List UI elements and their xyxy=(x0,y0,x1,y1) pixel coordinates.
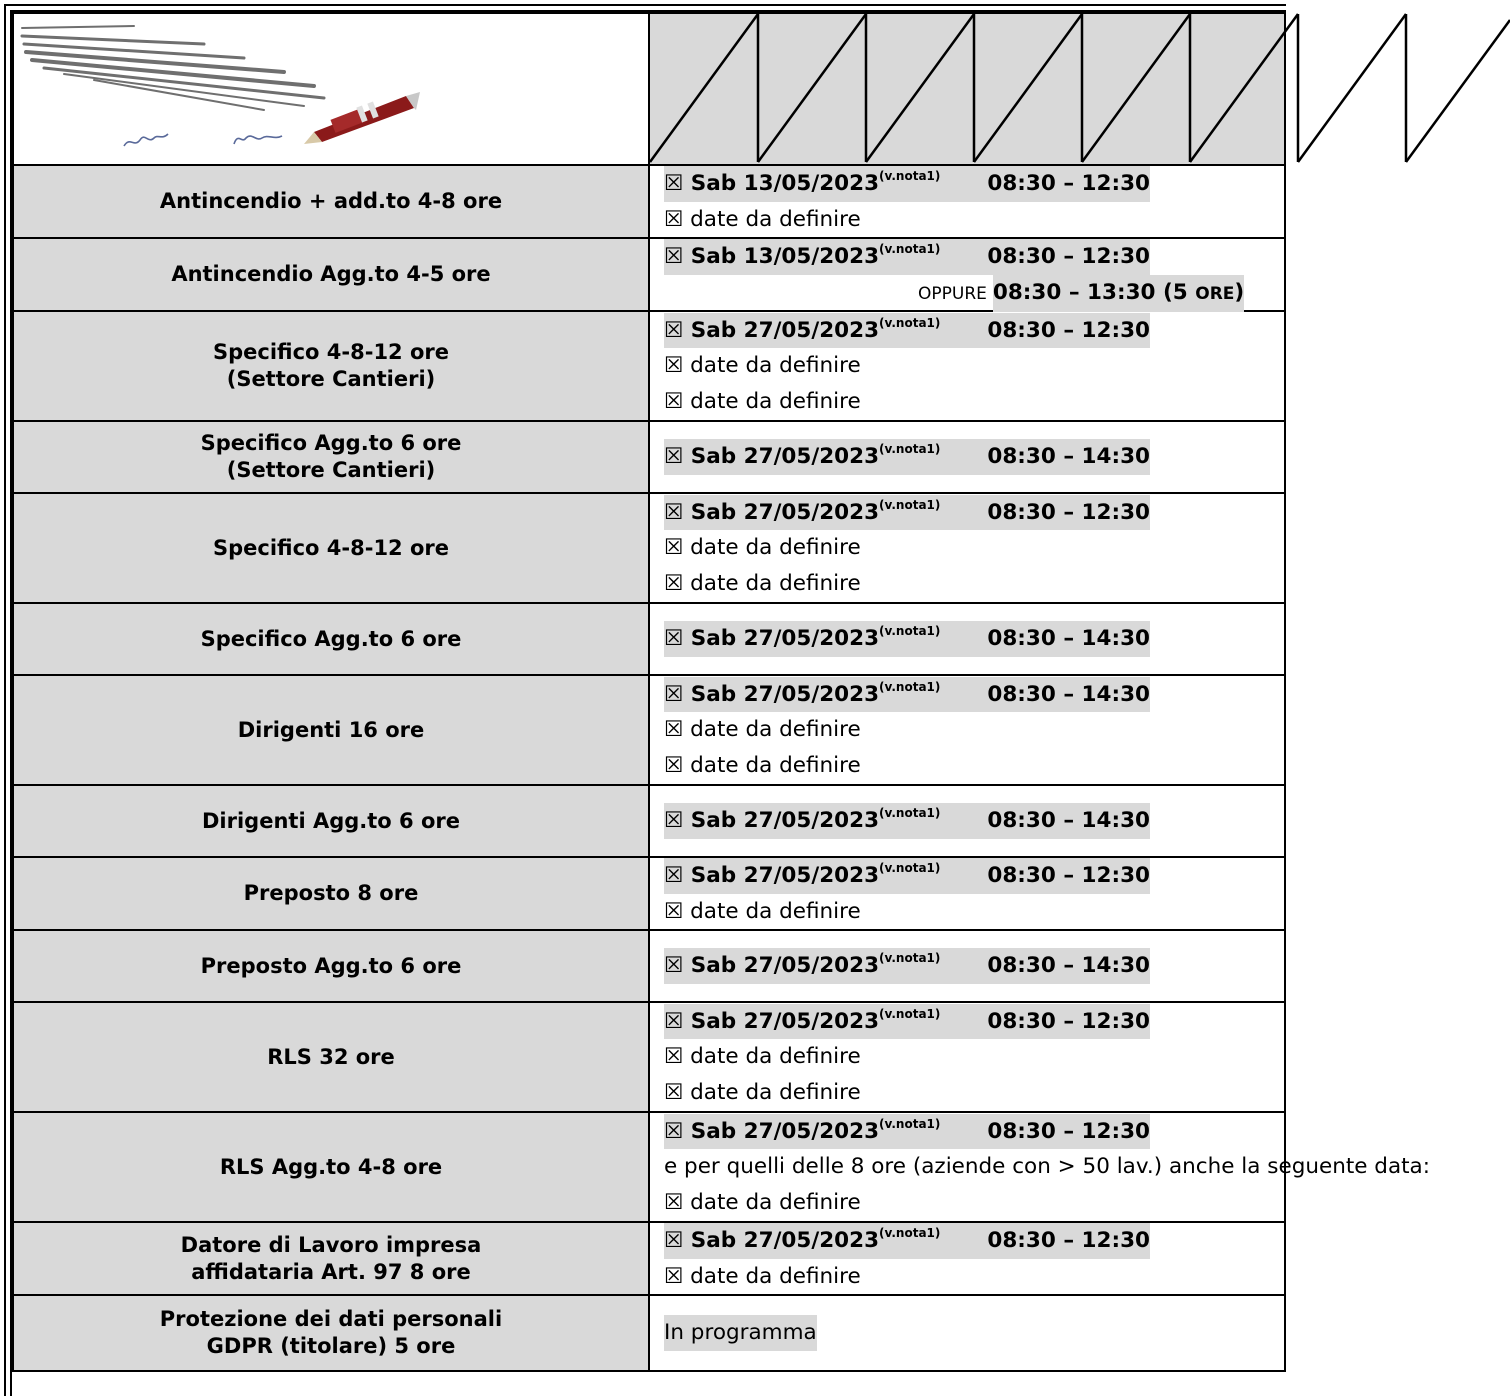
course-row xyxy=(13,311,1285,421)
course-name-cell xyxy=(13,857,649,930)
alternative-unit: ORE xyxy=(1195,283,1235,304)
tbd-text: date da definire xyxy=(690,1263,861,1289)
session-date: Sab 27/05/2023 xyxy=(690,444,880,470)
tbd-text: date da definire xyxy=(690,535,861,561)
session-line xyxy=(664,495,1284,531)
session-time: 08:30 – 12:30 xyxy=(987,1008,1150,1034)
course-dates-cell xyxy=(649,785,1285,857)
session-highlight xyxy=(664,1114,1150,1150)
session-time: 08:30 – 14:30 xyxy=(987,444,1150,470)
session-highlight xyxy=(664,166,1150,202)
course-name-line1: Specifico Agg.to 6 ore xyxy=(200,431,462,455)
course-dates-cell xyxy=(649,493,1285,603)
course-name-cell xyxy=(13,1295,649,1371)
session-time: 08:30 – 12:30 xyxy=(987,863,1150,888)
course-row xyxy=(13,603,1285,675)
tbd-line xyxy=(664,1039,1284,1075)
session-time: 08:30 – 12:30 xyxy=(987,244,1150,269)
session-date: Sab 13/05/2023 xyxy=(690,244,880,269)
course-name-line1: Specifico 4-8-12 ore xyxy=(212,340,449,364)
header-row xyxy=(13,13,1285,165)
checked-box-icon: ☒ xyxy=(664,626,684,652)
info-text: e per quelli delle 8 ore (aziende con > 50 lav.) anche la seguente data: xyxy=(664,1154,1430,1180)
course-name-line2: (Settore Cantieri) xyxy=(226,458,436,482)
course-name-line2: GDPR (titolare) 5 ore xyxy=(206,1334,456,1358)
tbd-text: date da definire xyxy=(690,388,861,414)
session-highlight xyxy=(664,495,1150,531)
session-line xyxy=(664,948,1284,984)
info-line xyxy=(664,1149,1430,1185)
note-reference: (v.nota1) xyxy=(879,860,941,875)
course-dates-cell xyxy=(649,675,1285,785)
course-dates-cell xyxy=(649,165,1285,238)
course-dates-cell xyxy=(649,1112,1430,1222)
note-reference: (v.nota1) xyxy=(879,624,941,639)
course-row xyxy=(13,857,1285,930)
checked-box-icon: ☒ xyxy=(664,863,684,888)
course-name-cell xyxy=(13,493,649,603)
session-highlight xyxy=(664,948,1150,984)
course-name-line1: Protezione dei dati personali xyxy=(159,1307,503,1331)
session-time: 08:30 – 14:30 xyxy=(987,681,1150,707)
session-line xyxy=(664,1223,1284,1259)
alternative-line xyxy=(664,275,1284,311)
tbd-text: date da definire xyxy=(690,898,861,924)
course-name-line2: affidataria Art. 97 8 ore xyxy=(191,1259,471,1284)
checked-box-icon: ☒ xyxy=(664,717,684,743)
note-reference: (v.nota1) xyxy=(879,442,941,457)
course-row xyxy=(13,675,1285,785)
course-name-cell xyxy=(13,785,649,857)
checked-box-icon: ☒ xyxy=(664,171,684,196)
logo-cell xyxy=(13,13,649,165)
note-reference: (v.nota1) xyxy=(879,679,941,694)
course-name: RLS 32 ore xyxy=(267,1044,395,1069)
tbd-line xyxy=(664,1259,1284,1295)
checked-box-icon: ☒ xyxy=(664,570,684,596)
note-reference: (v.nota1) xyxy=(879,806,941,821)
alternative-prefix: OPPURE xyxy=(918,283,987,304)
course-row xyxy=(13,493,1285,603)
course-row xyxy=(13,421,1285,493)
checked-box-icon: ☒ xyxy=(664,1008,684,1034)
session-time: 08:30 – 12:30 xyxy=(987,499,1150,525)
course-dates-cell xyxy=(649,421,1285,493)
alternative-time: 08:30 – 13:30 (5 xyxy=(992,279,1196,305)
tbd-text: date da definire xyxy=(690,570,861,596)
session-date: Sab 27/05/2023 xyxy=(690,317,880,343)
session-line xyxy=(664,166,1284,202)
tbd-text: date da definire xyxy=(690,1044,861,1070)
course-dates-cell xyxy=(649,311,1285,421)
session-time: 08:30 – 12:30 xyxy=(987,1228,1150,1253)
course-row xyxy=(13,1112,1285,1222)
session-highlight xyxy=(664,313,1150,349)
course-name-cell xyxy=(13,311,649,421)
tbd-line xyxy=(664,202,1284,238)
course-row xyxy=(13,1222,1285,1295)
note-reference: (v.nota1) xyxy=(879,1225,941,1240)
checked-box-icon: ☒ xyxy=(664,317,684,343)
course-name: Specifico 4-8-12 ore xyxy=(212,535,449,560)
signature-pen-icon xyxy=(14,14,424,162)
session-line xyxy=(664,858,1284,894)
hatched-header-cell xyxy=(649,13,1285,165)
status-line xyxy=(664,1315,1284,1351)
session-line xyxy=(664,677,1284,713)
session-time: 08:30 – 12:30 xyxy=(987,1118,1150,1144)
tbd-line xyxy=(664,748,1284,784)
course-name: Antincendio Agg.to 4-5 ore xyxy=(171,262,491,286)
course-schedule-table xyxy=(12,12,1430,1372)
note-reference: (v.nota1) xyxy=(879,168,941,183)
session-line xyxy=(664,439,1284,475)
note-reference: (v.nota1) xyxy=(879,1006,941,1021)
session-highlight xyxy=(664,439,1150,475)
session-highlight xyxy=(664,1223,1150,1259)
note-reference: (v.nota1) xyxy=(879,315,941,330)
course-name: Preposto Agg.to 6 ore xyxy=(200,953,462,978)
session-date: Sab 27/05/2023 xyxy=(690,1008,880,1034)
note-reference: (v.nota1) xyxy=(879,1116,941,1131)
course-row xyxy=(13,1295,1285,1371)
session-time: 08:30 – 14:30 xyxy=(987,626,1150,652)
course-dates-cell xyxy=(649,857,1285,930)
course-name: Specifico Agg.to 6 ore xyxy=(200,626,462,651)
session-date: Sab 13/05/2023 xyxy=(690,171,880,196)
course-dates-cell xyxy=(649,238,1285,311)
course-name: Dirigenti 16 ore xyxy=(237,717,425,742)
course-dates-cell xyxy=(649,1295,1285,1371)
course-row xyxy=(13,785,1285,857)
checked-box-icon: ☒ xyxy=(664,353,684,379)
checked-box-icon: ☒ xyxy=(664,898,684,924)
checked-box-icon: ☒ xyxy=(664,752,684,778)
checked-box-icon: ☒ xyxy=(664,499,684,525)
session-line xyxy=(664,621,1284,657)
session-highlight xyxy=(664,803,1150,839)
tbd-line xyxy=(664,894,1284,930)
session-date: Sab 27/05/2023 xyxy=(690,808,880,834)
tbd-text: date da definire xyxy=(690,717,861,743)
alternative-time-highlight xyxy=(993,275,1244,313)
course-name: Preposto 8 ore xyxy=(243,881,419,905)
course-dates-cell xyxy=(649,1222,1285,1295)
checked-box-icon: ☒ xyxy=(664,244,684,269)
checked-box-icon: ☒ xyxy=(664,444,684,470)
note-reference: (v.nota1) xyxy=(879,497,941,512)
session-date: Sab 27/05/2023 xyxy=(690,1228,880,1253)
checked-box-icon: ☒ xyxy=(664,1189,684,1215)
session-line xyxy=(664,803,1284,839)
session-highlight xyxy=(664,858,1150,894)
session-highlight xyxy=(664,239,1150,275)
tbd-text: date da definire xyxy=(690,1189,861,1215)
tbd-line xyxy=(664,348,1284,384)
course-name-cell xyxy=(13,675,649,785)
course-name-cell xyxy=(13,421,649,493)
course-name: RLS Agg.to 4-8 ore xyxy=(219,1154,443,1179)
course-name-cell xyxy=(13,930,649,1002)
session-highlight xyxy=(664,1004,1150,1040)
session-date: Sab 27/05/2023 xyxy=(690,499,880,525)
checked-box-icon: ☒ xyxy=(664,1079,684,1105)
checked-box-icon: ☒ xyxy=(664,1044,684,1070)
session-date: Sab 27/05/2023 xyxy=(690,1118,880,1144)
note-reference: (v.nota1) xyxy=(879,241,941,256)
course-row xyxy=(13,930,1285,1002)
checked-box-icon: ☒ xyxy=(664,1263,684,1289)
session-line xyxy=(664,313,1284,349)
tbd-line xyxy=(664,1075,1284,1111)
session-date: Sab 27/05/2023 xyxy=(690,626,880,652)
course-dates-cell xyxy=(649,603,1285,675)
session-line xyxy=(664,239,1284,275)
session-date: Sab 27/05/2023 xyxy=(690,863,880,888)
course-name-cell xyxy=(13,238,649,311)
tbd-line xyxy=(664,1185,1284,1221)
session-date: Sab 27/05/2023 xyxy=(690,681,880,707)
session-time: 08:30 – 12:30 xyxy=(987,317,1150,343)
course-name-cell xyxy=(13,1112,649,1222)
tbd-line xyxy=(664,530,1284,566)
course-name-line1: Datore di Lavoro impresa xyxy=(180,1232,482,1257)
session-line xyxy=(664,1114,1284,1150)
tbd-text: date da definire xyxy=(690,1079,861,1105)
course-name-cell xyxy=(13,1222,649,1295)
checked-box-icon: ☒ xyxy=(664,1228,684,1253)
course-row xyxy=(13,1002,1285,1112)
checked-box-icon: ☒ xyxy=(664,535,684,561)
tbd-text: date da definire xyxy=(690,353,861,379)
checked-box-icon: ☒ xyxy=(664,388,684,414)
session-highlight xyxy=(664,677,1150,713)
tbd-line xyxy=(664,712,1284,748)
tbd-text: date da definire xyxy=(690,752,861,778)
course-row xyxy=(13,165,1285,238)
tbd-line xyxy=(664,566,1284,602)
checked-box-icon: ☒ xyxy=(664,953,684,979)
session-line xyxy=(664,1004,1284,1040)
course-name-line2: (Settore Cantieri) xyxy=(226,367,436,391)
course-name: Antincendio + add.to 4-8 ore xyxy=(159,189,503,213)
tbd-text: date da definire xyxy=(690,206,861,232)
course-name-cell xyxy=(13,1002,649,1112)
course-dates-cell xyxy=(649,1002,1285,1112)
session-date: Sab 27/05/2023 xyxy=(690,953,880,979)
note-reference: (v.nota1) xyxy=(879,951,941,966)
checked-box-icon: ☒ xyxy=(664,681,684,707)
session-time: 08:30 – 14:30 xyxy=(987,808,1150,834)
diagonal-hatch-pattern xyxy=(650,14,1510,162)
checked-box-icon: ☒ xyxy=(664,206,684,232)
tbd-line xyxy=(664,384,1284,420)
course-row xyxy=(13,238,1285,311)
checked-box-icon: ☒ xyxy=(664,808,684,834)
status-text: In programma xyxy=(664,1315,817,1351)
alternative-suffix: ) xyxy=(1234,279,1245,305)
course-name-cell xyxy=(13,603,649,675)
session-time: 08:30 – 14:30 xyxy=(987,953,1150,979)
session-highlight xyxy=(664,621,1150,657)
course-name-cell xyxy=(13,165,649,238)
checked-box-icon: ☒ xyxy=(664,1118,684,1144)
course-name: Dirigenti Agg.to 6 ore xyxy=(202,808,460,833)
session-time: 08:30 – 12:30 xyxy=(987,171,1150,196)
course-dates-cell xyxy=(649,930,1285,1002)
